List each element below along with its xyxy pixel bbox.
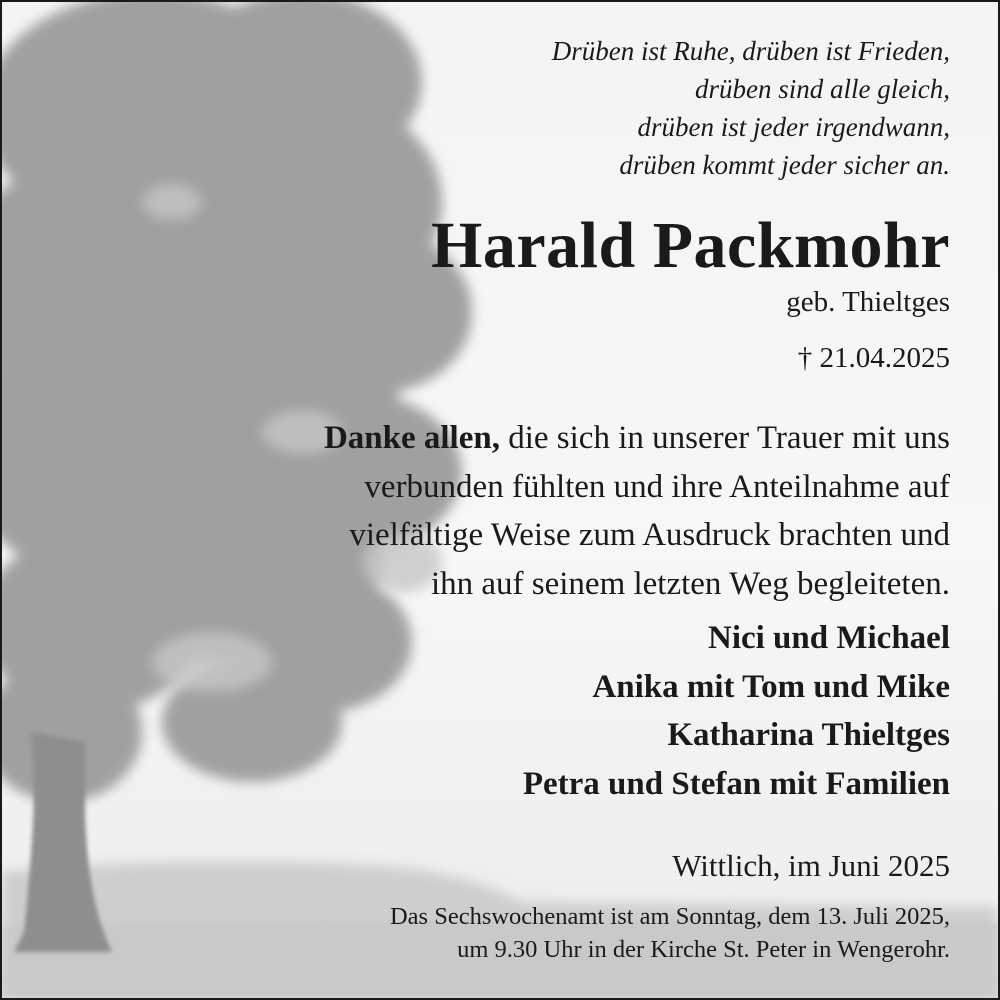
- poem-line: drüben sind alle gleich,: [695, 74, 950, 104]
- mourners-list: [523, 614, 950, 808]
- poem-line: drüben kommt jeder sicher an.: [619, 150, 950, 180]
- mourner-name: Petra und Stefan mit Familien: [522, 765, 950, 802]
- thanks-line-rest: die sich in unserer Trauer mit uns: [499, 420, 950, 456]
- mourner-name: Katharina Thieltges: [667, 717, 950, 753]
- poem: [552, 32, 950, 184]
- poem-line: drüben ist jeder irgendwann,: [637, 112, 950, 142]
- service-info: [390, 900, 950, 966]
- thanks-line: vielfältige Weise zum Ausdruck brachten und: [349, 517, 950, 553]
- poem-line: Drüben ist Ruhe, drüben ist Frieden,: [551, 36, 950, 66]
- death-date: † 21.04.2025: [797, 342, 950, 374]
- mourner-name: Nici und Michael: [707, 620, 950, 656]
- service-line: um 9.30 Uhr in der Kirche St. Peter in Wengerohr.: [457, 936, 950, 963]
- service-line: Das Sechswochenamt ist am Sonntag, dem 13. Juli 2025,: [389, 903, 950, 930]
- place-date: Wittlich, im Juni 2025: [672, 848, 950, 883]
- thanks-text: [324, 414, 950, 608]
- thanks-line: [324, 414, 950, 463]
- deceased-name: Harald Packmohr: [431, 209, 950, 282]
- birth-name: geb. Thieltges: [786, 286, 950, 318]
- thanks-line: verbunden fühlten und ihre Anteilnahme auf: [364, 468, 950, 505]
- thanks-line: ihn auf seinem letzten Weg begleiteten.: [430, 565, 950, 602]
- mourner-name: Anika mit Tom und Mike: [592, 668, 950, 705]
- thanks-lead: Danke allen,: [323, 420, 500, 456]
